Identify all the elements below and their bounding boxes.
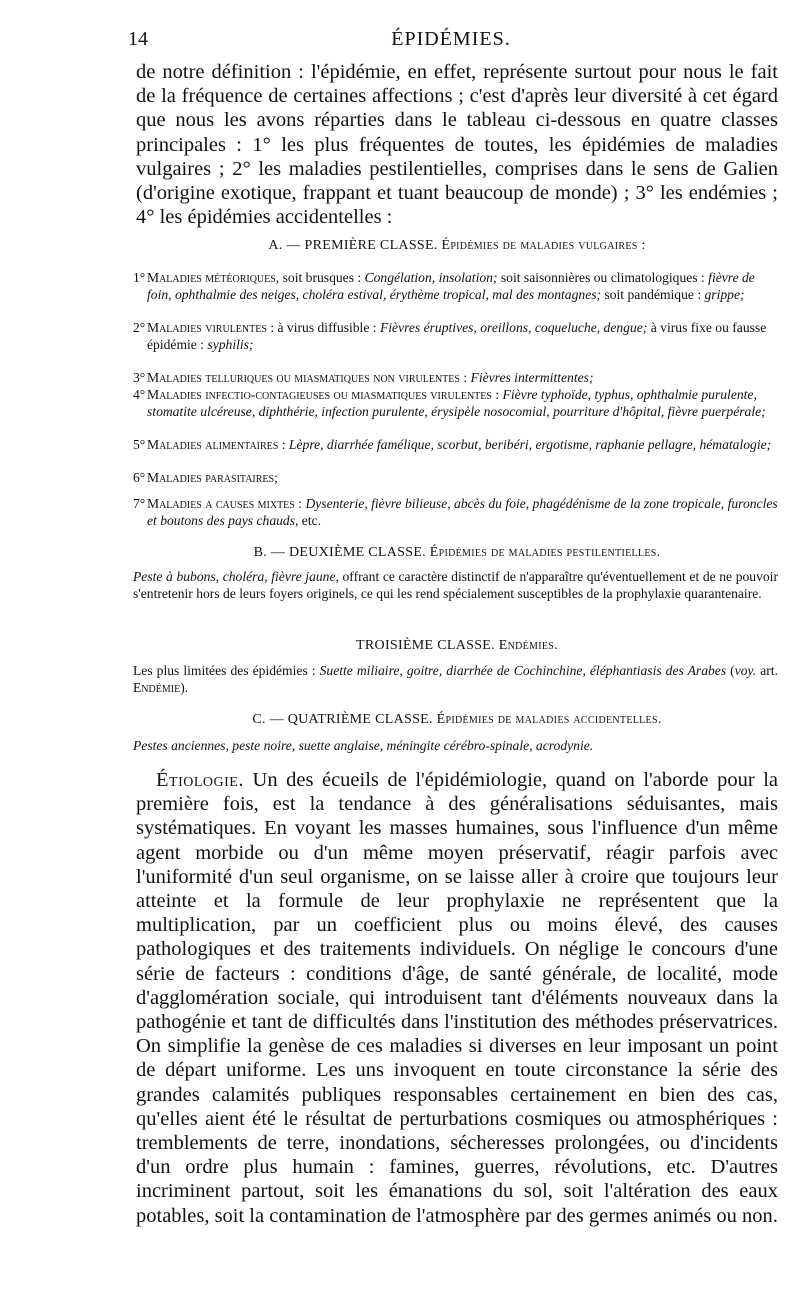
class-c-diseases: Suette miliaire, goitre, diarrhée de Cochinchine, éléphantiasis des Arabes	[319, 663, 727, 678]
class-d-heading-suffix: Épidémies de maladies accidentelles.	[436, 712, 662, 727]
item-label: Maladies parasitaires;	[147, 470, 278, 485]
etiology-heading: Étiologie.	[156, 769, 244, 791]
item-text: :	[294, 496, 306, 511]
intro-paragraph: de notre définition : l'épidémie, en effet, représente surtout pour nous le fait de la fréquence de certaines affections ; c'est d'après leur diversité à cet égard que nous les avons réparties dans le tableau ci-dessous en quatre classes principales : 1° les plus fréquentes de toutes, les épidémies de maladies vulgaires ; 2° les maladies pestilentielles, comprises dans le sens de Galien (d'origine exotique, frappant et tuant beaucoup de monde) ; 3° les endémies ; 4° les épidémies accidentelles :	[136, 61, 778, 229]
class-b-description: offrant ce caractère distinctif de n'apparaître qu'éventuellement et de ne pouvoir s'entretenir hors de leurs foyers originels, ce qui les rend spécialement susceptibles de la prophylaxie quarantenaire.	[133, 569, 778, 601]
class-c-ref-open: (	[726, 663, 735, 678]
class-c-heading-suffix: Endémies.	[498, 638, 558, 653]
item-number: 7°	[133, 496, 146, 511]
item-diseases: Lèpre, diarrhée famélique, scorbut, beribéri, ergotisme, raphanie pellagre, hématalogie;	[288, 437, 772, 452]
item-text: : à virus diffusible :	[266, 320, 380, 335]
item-number: 2°	[133, 320, 146, 335]
class-a-heading	[136, 238, 778, 254]
class-c-intro: Les plus limitées des épidémies :	[133, 663, 320, 678]
item-label: Maladies météoriques,	[147, 270, 280, 285]
item-body	[147, 470, 778, 487]
item-text-more: soit saisonnières ou climatologiques :	[497, 270, 709, 285]
class-c-text	[133, 663, 778, 696]
class-d-text	[133, 738, 778, 755]
item-diseases: Dysenterie, fièvre bilieuse, abcès du foie, phagédénisme de la zone tropicale, furoncles et boutons des pays chauds,	[147, 496, 778, 528]
class-d-heading-prefix: C. — QUATRIÈME CLASSE.	[252, 712, 433, 727]
class-c-heading	[136, 638, 778, 654]
item-number: 5°	[133, 437, 146, 452]
item-label: Maladies a causes mixtes	[147, 496, 295, 511]
item-body	[147, 270, 778, 303]
item-diseases: Fièvres intermittentes;	[470, 370, 594, 385]
item-text-extra: soit pandémique :	[601, 286, 705, 302]
class-b-heading	[136, 545, 778, 561]
item-number: 6°	[133, 470, 146, 485]
item-text: :	[459, 370, 471, 385]
class-a-heading-prefix: A. — PREMIÈRE CLASSE.	[268, 238, 438, 253]
class-b-heading-suffix: Épidémies de maladies pestilentielles.	[429, 545, 661, 560]
item-body	[147, 437, 778, 454]
class-b-heading-prefix: B. — DEUXIÈME CLASSE.	[253, 545, 426, 560]
class-c-ref-art: art.	[756, 663, 778, 678]
item-number: 4°	[133, 387, 146, 402]
class-d-heading	[136, 712, 778, 728]
item-text-more: à virus fixe ou fausse épidémie :	[147, 320, 767, 352]
etiology-paragraph	[136, 768, 778, 1228]
item-diseases-more: syphilis;	[207, 336, 254, 352]
item-body	[147, 320, 778, 353]
item-text: :	[491, 387, 503, 402]
class-c-ref-link: Endémie	[133, 679, 181, 695]
item-text-more: etc.	[298, 512, 322, 528]
item-diseases-more: fièvre de foin, ophthalmie des neiges, choléra estival, érythème tropical, mal des montagnes;	[147, 270, 755, 302]
page-header	[128, 28, 774, 52]
item-diseases: Fièvres éruptives, oreillons, coqueluche, dengue;	[379, 320, 648, 335]
class-c-ref-voy: voy.	[734, 663, 757, 678]
class-c-ref-close: ).	[180, 679, 189, 695]
item-body	[147, 370, 778, 387]
item-label: Maladies infectio-contagieuses ou miasmatiques virulentes	[147, 387, 492, 402]
item-number: 1°	[133, 270, 146, 285]
class-b-diseases: Peste à bubons, choléra, fièvre jaune,	[133, 569, 339, 584]
class-d-diseases: Pestes anciennes, peste noire, suette anglaise, méningite cérébro-spinale, acrodynie.	[133, 738, 594, 753]
item-diseases-extra: grippe;	[704, 286, 745, 302]
item-number: 3°	[133, 370, 146, 385]
running-title: ÉPIDÉMIES.	[391, 28, 511, 50]
page-number: 14	[128, 28, 148, 50]
class-c-heading-prefix: TROISIÈME CLASSE.	[356, 638, 495, 653]
item-body	[147, 387, 778, 420]
item-diseases: Congélation, insolation;	[364, 270, 498, 285]
item-label: Maladies virulentes	[147, 320, 267, 335]
item-text: :	[278, 437, 289, 452]
class-b-text	[133, 569, 778, 602]
item-label: Maladies telluriques ou miasmatiques non virulentes	[147, 370, 460, 385]
item-label: Maladies alimentaires	[147, 437, 279, 452]
item-body	[147, 496, 778, 529]
etiology-text: Un des écueils de l'épidémiologie, quand on l'aborde pour la première fois, est la tendance à des généralisations séduisantes, mais systématiques. En voyant les masses humaines, sous l'influence d'un même agent morbide ou d'un même moyen préservatif, réagir parfois avec l'uniformité d'un seul organisme, on se laisse aller à croire que toujours leur atteinte et la formule de leur prophylaxie ne représentent que la multiplication, par un coefficient plus ou moins élevé, des causes pathologiques et des traitements individuels. On néglige le concours d'une série de facteurs : conditions d'âge, de santé générale, de localité, mode d'agglomération sociale, qui introduisent tant d'éléments nouveaux dans la pathogénie et tant de difficultés dans l'institution des méthodes préservatrices. On simplifie la genèse de ces maladies si diverses en leur imposant un point de départ uniforme. Les uns invoquent en toute circonstance la série des grandes calamités publiques responsables certainement en bien des cas, qu'elles aient été le résultat de perturbations cosmiques ou atmosphériques : tremblements de terre, inondations, sécheresses prolongées, ou d'incidents d'un ordre plus humain : famines, guerres, révolutions, etc. D'autres incriminent partout, soit les émanations du sol, soit l'altération des eaux potables, soit la contamination de l'atmosphère par des germes animés ou non.	[136, 769, 778, 1227]
item-diseases: Fièvre typhoïde, typhus, ophthalmie purulente, stomatite ulcéreuse, diphthérie, infection purulente, érysipèle nosocomial, pourriture d'hôpital, fièvre puerpérale;	[147, 387, 766, 419]
item-text: soit brusques :	[279, 270, 365, 285]
class-a-heading-suffix: Épidémies de maladies vulgaires :	[441, 238, 646, 253]
